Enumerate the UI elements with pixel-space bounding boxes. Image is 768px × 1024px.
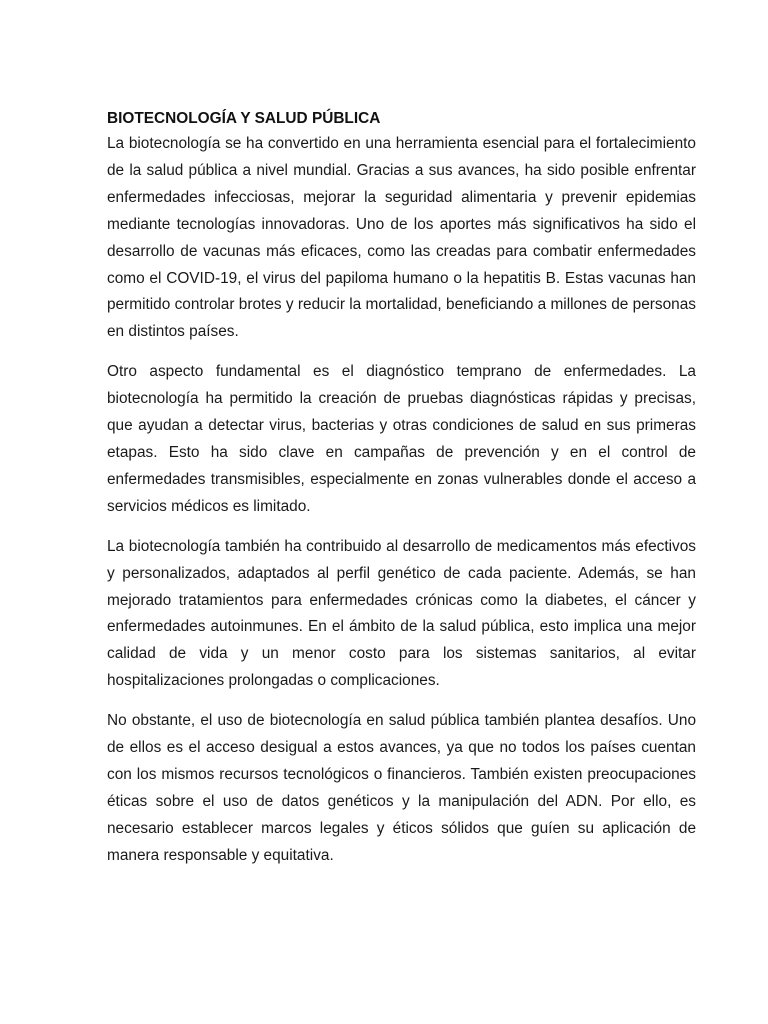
paragraph-1: La biotecnología se ha convertido en una herramienta esencial para el fortalecimiento de la salud pública a nivel mundial. Gracias a sus avances, ha sido posible enfrentar enfermedades infecciosas, mejorar la seguridad alimentaria y prevenir epidemias mediante tecnologías innovadoras. Uno de los aportes más significativos ha sido el desarrollo de vacunas más eficaces, como las creadas para combatir enfermedades como el COVID-19, el virus del papiloma humano o la hepatitis B. Estas vacunas han permitido controlar brotes y reducir la mortalidad, beneficiando a millones de personas en distintos países.	[107, 135, 696, 341]
paragraph-2: Otro aspecto fundamental es el diagnóstico temprano de enfermedades. La biotecnología ha permitido la creación de pruebas diagnósticas rápidas y precisas, que ayudan a detectar virus, bacterias y otras condiciones de salud en sus primeras etapas. Esto ha sido clave en campañas de prevención y en el control de enfermedades transmisibles, especialmente en zonas vulnerables donde el acceso a servicios médicos es limitado.	[107, 363, 696, 515]
paragraph-3: La biotecnología también ha contribuido al desarrollo de medicamentos más efectivos y personalizados, adaptados al perfil genético de cada paciente. Además, se han mejorado tratamientos para enfermedades crónicas como la diabetes, el cáncer y enfermedades autoinmunes. En el ámbito de la salud pública, esto implica una mejor calidad de vida y un menor costo para los sistemas sanitarios, al evitar hospitalizaciones prolongadas o complicaciones.	[107, 537, 696, 690]
paragraph-4: No obstante, el uso de biotecnología en salud pública también plantea desafíos. Uno de ellos es el acceso desigual a estos avances, ya que no todos los países cuentan con los mismos recursos tecnológicos o financieros. También existen preocupaciones éticas sobre el uso de datos genéticos y la manipulación del ADN. Por ello, es necesario establecer marcos legales y éticos sólidos que guíen su aplicación de manera responsable y equitativa.	[107, 712, 696, 864]
document-title: BIOTECNOLOGÍA Y SALUD PÚBLICA	[107, 110, 381, 127]
document-body	[107, 108, 696, 883]
